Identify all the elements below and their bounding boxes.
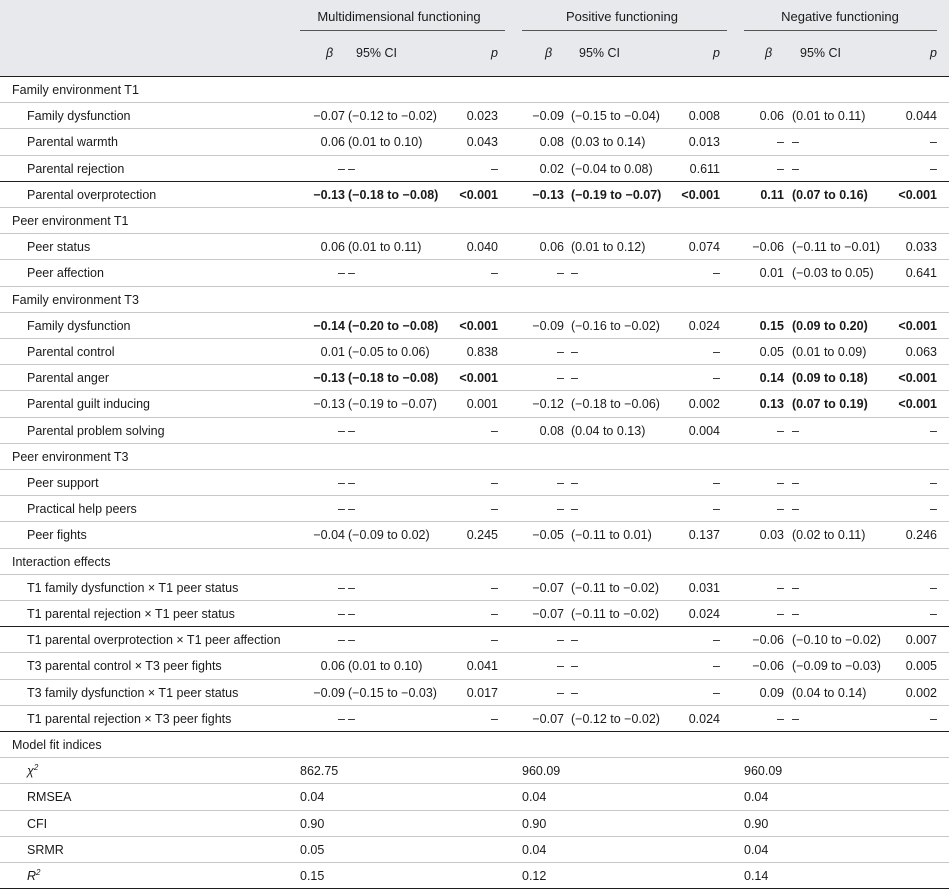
- fit-label-text: R: [27, 869, 37, 883]
- row-label: Peer fights: [27, 528, 87, 543]
- p-value: 0.013: [688, 135, 720, 150]
- p-value: 0.005: [905, 659, 937, 674]
- beta-value: –: [777, 161, 784, 176]
- p-value: –: [491, 423, 498, 438]
- ci-value: –: [348, 423, 355, 438]
- fit-label: [27, 868, 40, 884]
- ci-value: –: [792, 476, 799, 490]
- group-underline: [522, 30, 727, 31]
- ci-value: (−0.09 to 0.02): [348, 528, 430, 543]
- beta-header: β: [545, 46, 553, 60]
- ci-value: (−0.15 to −0.03): [348, 685, 437, 700]
- p-value: 0.007: [905, 633, 937, 648]
- ci-value: –: [792, 711, 799, 726]
- row-rule: [0, 679, 949, 680]
- row-label: T1 parental rejection × T1 peer status: [27, 607, 235, 621]
- ci-value: (−0.10 to −0.02): [792, 633, 881, 648]
- beta-value: −0.07: [532, 607, 564, 621]
- ci-value: (−0.04 to 0.08): [571, 161, 653, 176]
- beta-value: 0.11: [760, 187, 784, 202]
- fit-label: [27, 789, 71, 805]
- beta-value: −0.09: [532, 109, 564, 124]
- row-label: Peer affection: [27, 266, 104, 281]
- beta-value: −0.13: [313, 397, 345, 412]
- ci-value: –: [348, 633, 355, 648]
- fit-label-text: SRMR: [27, 842, 64, 857]
- row-rule: [0, 469, 949, 470]
- p-value: 0.040: [466, 240, 498, 255]
- beta-value: −0.06: [752, 633, 784, 648]
- p-value: –: [713, 685, 720, 700]
- row-rule: [0, 364, 949, 365]
- p-value: 0.043: [466, 135, 498, 150]
- fit-value: 0.15: [300, 869, 325, 883]
- row-label: Parental control: [27, 345, 115, 359]
- p-value: –: [930, 711, 937, 726]
- fit-value: 0.05: [300, 842, 325, 857]
- p-value: –: [713, 633, 720, 648]
- fit-label-superscript: 2: [36, 867, 41, 877]
- ci-value: (−0.12 to −0.02): [348, 109, 437, 124]
- ci-value: (−0.03 to 0.05): [792, 266, 874, 281]
- beta-value: –: [338, 423, 345, 438]
- row-label: Parental warmth: [27, 135, 119, 150]
- p-value: 0.017: [466, 685, 498, 700]
- ci-value: (−0.11 to −0.01): [792, 240, 881, 255]
- ci-value: (−0.19 to −0.07): [571, 187, 662, 202]
- section-label: Interaction effects: [12, 554, 111, 569]
- row-label: Practical help peers: [27, 502, 137, 517]
- beta-value: 0.06: [320, 240, 345, 255]
- beta-value: 0.01: [759, 266, 784, 281]
- ci-value: –: [571, 502, 578, 517]
- row-rule: [0, 155, 949, 156]
- p-header: p: [930, 46, 937, 60]
- beta-value: 0.08: [539, 423, 564, 438]
- row-label: Parental overprotection: [27, 187, 157, 202]
- p-value: –: [491, 161, 498, 176]
- row-rule: [0, 600, 949, 601]
- p-value: –: [930, 423, 937, 438]
- section-label: Family environment T1: [12, 83, 139, 97]
- row-label: Parental problem solving: [27, 423, 165, 438]
- p-value: –: [930, 476, 937, 490]
- ci-value: (−0.18 to −0.06): [571, 397, 660, 412]
- group-underline: [744, 30, 937, 31]
- ci-value: –: [792, 423, 799, 438]
- ci-value: –: [348, 266, 355, 281]
- row-label: T1 parental rejection × T3 peer fights: [27, 711, 232, 726]
- ci-value: (0.01 to 0.11): [792, 109, 866, 124]
- p-value: –: [713, 266, 720, 281]
- row-rule: [0, 652, 949, 653]
- p-value: –: [491, 711, 498, 726]
- beta-value: −0.06: [752, 240, 784, 255]
- ci-value: (0.07 to 0.16): [792, 187, 868, 202]
- p-value: 0.024: [688, 607, 720, 621]
- p-value: 0.611: [689, 161, 720, 176]
- header-rule: [0, 76, 949, 77]
- row-rule: [0, 836, 949, 837]
- p-value: <0.001: [898, 397, 937, 412]
- row-rule: [0, 417, 949, 418]
- ci-value: (0.09 to 0.20): [792, 318, 868, 333]
- fit-value: 0.14: [744, 869, 769, 883]
- p-value: –: [930, 607, 937, 621]
- ci-value: (0.01 to 0.12): [571, 240, 646, 255]
- p-value: 0.001: [466, 397, 498, 412]
- row-rule: [0, 312, 949, 313]
- row-label: T3 family dysfunction × T1 peer status: [27, 685, 239, 700]
- row-rule: [0, 259, 949, 260]
- p-value: –: [713, 659, 720, 674]
- ci-value: (−0.18 to −0.08): [348, 187, 439, 202]
- ci-value: –: [571, 476, 578, 490]
- p-value: –: [491, 502, 498, 517]
- p-value: 0.246: [905, 528, 937, 543]
- p-value: –: [713, 476, 720, 490]
- row-label: T1 parental overprotection × T1 peer affection: [27, 633, 281, 648]
- row-rule: [0, 574, 949, 575]
- row-rule: [0, 705, 949, 706]
- p-value: <0.001: [459, 371, 498, 386]
- beta-value: –: [777, 607, 784, 621]
- beta-value: –: [338, 633, 345, 648]
- beta-value: –: [557, 659, 564, 674]
- fit-label: [27, 842, 64, 858]
- beta-value: –: [557, 685, 564, 700]
- row-rule: [0, 233, 949, 234]
- p-value: –: [713, 371, 720, 386]
- beta-value: –: [777, 135, 784, 150]
- ci-value: –: [348, 711, 355, 726]
- row-rule: [0, 548, 949, 549]
- ci-header: 95% CI: [800, 46, 841, 60]
- beta-value: 0.15: [759, 318, 784, 333]
- section-label: Family environment T3: [12, 292, 139, 307]
- p-value: 0.044: [905, 109, 937, 124]
- p-value: <0.001: [681, 187, 720, 202]
- fit-value: 0.04: [744, 790, 769, 805]
- beta-value: 0.06: [320, 135, 345, 150]
- ci-value: (−0.16 to −0.02): [571, 318, 660, 333]
- beta-value: –: [777, 711, 784, 726]
- fit-value: 0.90: [300, 816, 325, 831]
- p-value: –: [930, 502, 937, 517]
- p-value: –: [930, 161, 937, 176]
- p-value: 0.641: [905, 266, 937, 281]
- p-value: 0.024: [688, 318, 720, 333]
- p-value: –: [930, 135, 937, 150]
- ci-value: –: [571, 659, 578, 674]
- ci-value: –: [792, 135, 799, 150]
- p-value: 0.031: [688, 580, 720, 595]
- p-value: 0.004: [688, 423, 720, 438]
- beta-value: –: [338, 711, 345, 726]
- p-value: 0.023: [466, 109, 498, 124]
- row-rule: [0, 810, 949, 811]
- fit-label: [27, 763, 38, 779]
- fit-value: 0.90: [744, 816, 769, 831]
- fit-value: 0.04: [744, 842, 769, 857]
- beta-header: β: [765, 46, 773, 60]
- beta-value: 0.02: [539, 161, 564, 176]
- p-value: 0.024: [688, 711, 720, 726]
- fit-label-text: CFI: [27, 816, 48, 831]
- beta-value: –: [338, 266, 345, 281]
- row-rule: [0, 521, 949, 522]
- fit-label: [27, 816, 47, 832]
- row-label: T3 parental control × T3 peer fights: [27, 659, 222, 674]
- p-value: –: [930, 580, 937, 595]
- p-value: –: [491, 476, 498, 490]
- ci-value: (−0.11 to −0.02): [571, 580, 660, 595]
- ci-value: –: [571, 685, 578, 700]
- beta-value: −0.09: [532, 318, 564, 333]
- fit-value: 0.04: [522, 790, 547, 805]
- p-value: –: [491, 266, 498, 281]
- beta-value: –: [777, 476, 784, 490]
- row-rule: [0, 102, 949, 103]
- beta-value: –: [338, 476, 345, 490]
- beta-value: −0.07: [532, 580, 564, 595]
- section-label: Model fit indices: [12, 738, 102, 752]
- ci-value: –: [792, 161, 799, 176]
- ci-value: –: [792, 502, 799, 517]
- fit-value: 0.04: [300, 790, 325, 805]
- row-rule: [0, 862, 949, 863]
- fit-label-text: χ: [27, 764, 34, 779]
- beta-value: –: [557, 476, 564, 490]
- ci-value: –: [792, 607, 799, 621]
- fit-value: 0.04: [522, 842, 547, 857]
- group-title: Multidimensional functioning: [317, 9, 481, 24]
- ci-value: (−0.09 to −0.03): [792, 659, 881, 674]
- ci-value: (−0.20 to −0.08): [348, 318, 439, 333]
- beta-value: −0.05: [532, 528, 564, 543]
- p-value: 0.008: [688, 109, 720, 124]
- group-underline: [300, 30, 505, 31]
- fit-label-superscript: 2: [33, 763, 39, 773]
- ci-value: –: [571, 371, 578, 386]
- beta-value: −0.07: [532, 711, 564, 726]
- beta-value: 0.06: [539, 240, 564, 255]
- row-rule: [0, 495, 949, 496]
- ci-value: (0.01 to 0.10): [348, 659, 423, 674]
- beta-value: –: [777, 580, 784, 595]
- row-rule: [0, 338, 949, 339]
- p-value: 0.063: [905, 345, 937, 359]
- p-value: –: [713, 345, 720, 359]
- row-rule: [0, 128, 949, 129]
- fit-value: 960.09: [522, 764, 561, 779]
- row-rule: [0, 286, 949, 287]
- ci-value: (0.01 to 0.09): [792, 345, 867, 359]
- p-header: p: [491, 46, 498, 60]
- beta-value: 0.08: [539, 135, 564, 150]
- fit-label-text: RMSEA: [27, 790, 72, 805]
- beta-value: –: [338, 580, 345, 595]
- ci-value: (−0.19 to −0.07): [348, 397, 437, 412]
- ci-value: –: [571, 266, 578, 281]
- beta-value: −0.13: [532, 187, 564, 202]
- row-rule: [0, 207, 949, 208]
- fit-value: 960.09: [744, 764, 783, 779]
- row-label: Peer support: [27, 476, 99, 490]
- p-value: –: [491, 633, 498, 648]
- ci-value: (0.02 to 0.11): [792, 528, 866, 543]
- ci-value: –: [571, 345, 578, 359]
- row-label: Family dysfunction: [27, 318, 131, 333]
- beta-value: –: [557, 345, 564, 359]
- row-rule: [0, 783, 949, 784]
- row-label: T1 family dysfunction × T1 peer status: [27, 580, 239, 595]
- beta-value: –: [777, 502, 784, 517]
- fit-value: 0.90: [522, 816, 547, 831]
- ci-header: 95% CI: [356, 46, 397, 60]
- ci-header: 95% CI: [579, 46, 620, 60]
- row-rule: [0, 626, 949, 627]
- row-label: Parental anger: [27, 371, 110, 386]
- ci-value: (−0.12 to −0.02): [571, 711, 660, 726]
- row-rule: [0, 888, 949, 889]
- p-value: <0.001: [459, 318, 498, 333]
- ci-value: (0.04 to 0.13): [571, 423, 646, 438]
- ci-value: –: [348, 580, 355, 595]
- beta-value: −0.14: [313, 318, 345, 333]
- ci-value: (0.01 to 0.11): [348, 240, 422, 255]
- ci-value: (0.04 to 0.14): [792, 685, 867, 700]
- p-value: 0.041: [466, 659, 498, 674]
- row-rule: [0, 181, 949, 182]
- ci-value: (−0.11 to −0.02): [571, 607, 660, 621]
- section-label: Peer environment T1: [12, 214, 129, 228]
- beta-value: 0.03: [759, 528, 784, 543]
- row-rule: [0, 757, 949, 758]
- beta-value: −0.13: [313, 187, 345, 202]
- ci-value: –: [571, 633, 578, 648]
- ci-value: –: [348, 607, 355, 621]
- beta-value: 0.06: [759, 109, 784, 124]
- row-rule: [0, 390, 949, 391]
- beta-value: 0.13: [759, 397, 784, 412]
- beta-value: –: [557, 502, 564, 517]
- beta-value: 0.05: [759, 345, 784, 359]
- beta-value: −0.06: [752, 659, 784, 674]
- p-value: <0.001: [459, 187, 498, 202]
- beta-value: −0.09: [313, 685, 345, 700]
- beta-value: –: [338, 502, 345, 517]
- ci-value: (0.09 to 0.18): [792, 371, 868, 386]
- ci-value: (0.03 to 0.14): [571, 135, 646, 150]
- beta-value: –: [557, 266, 564, 281]
- group-title: Negative functioning: [781, 9, 899, 24]
- beta-value: 0.14: [759, 371, 784, 386]
- p-value: 0.137: [688, 528, 720, 543]
- p-value: 0.245: [466, 528, 498, 543]
- p-value: 0.002: [905, 685, 937, 700]
- beta-value: –: [338, 161, 345, 176]
- beta-value: −0.12: [532, 397, 564, 412]
- p-value: <0.001: [898, 371, 937, 386]
- row-label: Family dysfunction: [27, 109, 131, 124]
- ci-value: –: [792, 580, 799, 595]
- beta-value: –: [777, 423, 784, 438]
- beta-header: β: [326, 46, 334, 60]
- ci-value: –: [348, 476, 355, 490]
- beta-value: –: [338, 607, 345, 621]
- beta-value: 0.06: [320, 659, 345, 674]
- beta-value: −0.07: [313, 109, 345, 124]
- beta-value: 0.09: [759, 685, 784, 700]
- ci-value: (0.01 to 0.10): [348, 135, 423, 150]
- row-rule: [0, 731, 949, 732]
- beta-value: −0.13: [313, 371, 345, 386]
- p-value: –: [713, 502, 720, 517]
- ci-value: (−0.15 to −0.04): [571, 109, 660, 124]
- ci-value: –: [348, 502, 355, 517]
- ci-value: (−0.11 to 0.01): [571, 528, 652, 543]
- p-value: 0.033: [905, 240, 937, 255]
- fit-value: 862.75: [300, 764, 339, 779]
- p-value: –: [491, 580, 498, 595]
- p-value: 0.074: [688, 240, 720, 255]
- ci-value: (−0.18 to −0.08): [348, 371, 439, 386]
- p-header: p: [713, 46, 720, 60]
- row-rule: [0, 443, 949, 444]
- p-value: –: [491, 607, 498, 621]
- fit-value: 0.12: [522, 869, 547, 883]
- section-label: Peer environment T3: [12, 449, 129, 464]
- row-label: Parental guilt inducing: [27, 397, 150, 412]
- row-label: Parental rejection: [27, 161, 125, 176]
- ci-value: (−0.05 to 0.06): [348, 345, 430, 359]
- beta-value: 0.01: [320, 345, 345, 359]
- p-value: 0.838: [466, 345, 498, 359]
- beta-value: −0.04: [313, 528, 345, 543]
- ci-value: (0.07 to 0.19): [792, 397, 868, 412]
- ci-value: –: [348, 161, 355, 176]
- p-value: <0.001: [898, 318, 937, 333]
- group-title: Positive functioning: [565, 9, 678, 24]
- p-value: <0.001: [898, 187, 937, 202]
- p-value: 0.002: [688, 397, 720, 412]
- beta-value: –: [557, 633, 564, 648]
- beta-value: –: [557, 371, 564, 386]
- row-label: Peer status: [27, 240, 91, 255]
